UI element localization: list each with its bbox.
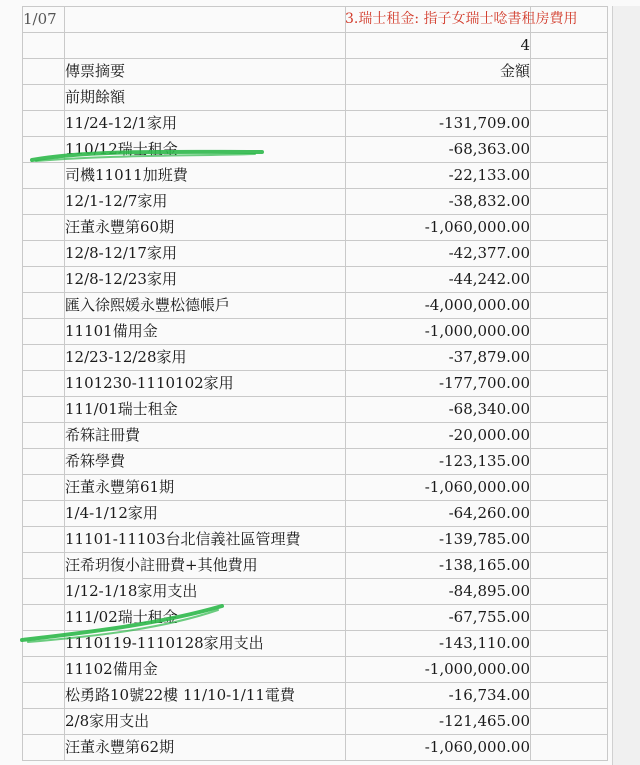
row-index-cell	[23, 449, 65, 475]
ledger-row	[23, 189, 608, 215]
row-index-cell	[23, 345, 65, 371]
row-amount: -84,895.00	[346, 579, 531, 605]
ledger-row	[23, 553, 608, 579]
row-index-cell	[23, 501, 65, 527]
row-amount: -68,340.00	[346, 397, 531, 423]
row-description: 12/8-12/17家用	[65, 241, 346, 267]
row-index-cell	[23, 241, 65, 267]
row-index-cell	[23, 189, 65, 215]
ledger-row	[23, 735, 608, 761]
row-index-cell	[23, 527, 65, 553]
header-row	[23, 59, 608, 85]
row-index-cell	[23, 709, 65, 735]
row-extra-cell	[531, 475, 608, 501]
row-extra-cell	[531, 137, 608, 163]
row-amount	[346, 85, 531, 111]
ledger-row	[23, 85, 608, 111]
row-description: 11102備用金	[65, 657, 346, 683]
row-index-cell	[23, 267, 65, 293]
row-amount: -1,060,000.00	[346, 735, 531, 761]
row-extra-cell	[531, 501, 608, 527]
row-extra-cell	[531, 189, 608, 215]
row-extra-cell	[531, 319, 608, 345]
row-description: 希箖學費	[65, 449, 346, 475]
row-amount: -22,133.00	[346, 163, 531, 189]
row-index-cell	[23, 163, 65, 189]
row-extra-cell	[531, 163, 608, 189]
row-extra-cell	[531, 267, 608, 293]
row-amount: -1,000,000.00	[346, 319, 531, 345]
row-amount: -44,242.00	[346, 267, 531, 293]
ledger-row	[23, 345, 608, 371]
row-description: 汪董永豐第60期	[65, 215, 346, 241]
row-description: 111/01瑞士租金	[65, 397, 346, 423]
row-extra-cell	[531, 527, 608, 553]
row-extra-cell	[531, 735, 608, 761]
row-extra-cell	[531, 553, 608, 579]
row-amount: -38,832.00	[346, 189, 531, 215]
row-description: 111/02瑞士租金	[65, 605, 346, 631]
row-description: 12/1-12/7家用	[65, 189, 346, 215]
row-index-cell	[23, 319, 65, 345]
row-amount: -16,734.00	[346, 683, 531, 709]
row-amount: -20,000.00	[346, 423, 531, 449]
row-description: 汪董永豐第62期	[65, 735, 346, 761]
row-description: 11101-11103台北信義社區管理費	[65, 527, 346, 553]
row-description: 前期餘額	[65, 85, 346, 111]
ledger-row	[23, 423, 608, 449]
row-description: 司機11011加班費	[65, 163, 346, 189]
ledger-row	[23, 215, 608, 241]
row-amount: -138,165.00	[346, 553, 531, 579]
row-amount: -177,700.00	[346, 371, 531, 397]
ledger-row	[23, 371, 608, 397]
row-description: 12/23-12/28家用	[65, 345, 346, 371]
row-extra-cell	[531, 423, 608, 449]
ledger-row	[23, 631, 608, 657]
row-amount: -139,785.00	[346, 527, 531, 553]
ledger-row	[23, 475, 608, 501]
row-index-cell	[23, 553, 65, 579]
row-amount: -143,110.00	[346, 631, 531, 657]
row-amount: -1,000,000.00	[346, 657, 531, 683]
ledger-row	[23, 241, 608, 267]
row-extra-cell	[531, 631, 608, 657]
ledger-row	[23, 709, 608, 735]
row-extra-cell	[531, 579, 608, 605]
row-description: 希箖註冊費	[65, 423, 346, 449]
row-description: 汪希玥復小註冊費+其他費用	[65, 553, 346, 579]
row-description: 110/12瑞士租金	[65, 137, 346, 163]
row-description: 松勇路10號22樓 11/10-1/11電費	[65, 683, 346, 709]
ledger-row	[23, 163, 608, 189]
row-extra-cell	[531, 85, 608, 111]
row-index-cell	[23, 85, 65, 111]
row-description: 匯入徐熙媛永豐松德帳戶	[65, 293, 346, 319]
ledger-row	[23, 267, 608, 293]
row-extra-cell	[531, 293, 608, 319]
row-extra-cell	[531, 683, 608, 709]
ledger-row	[23, 527, 608, 553]
right-gutter	[612, 6, 640, 765]
row-extra-cell	[531, 241, 608, 267]
title-blank	[65, 7, 346, 33]
row-description: 1101230-1110102家用	[65, 371, 346, 397]
row-amount: -68,363.00	[346, 137, 531, 163]
row-amount: -67,755.00	[346, 605, 531, 631]
row-index-cell	[23, 293, 65, 319]
row-index-cell	[23, 631, 65, 657]
row-amount: -4,000,000.00	[346, 293, 531, 319]
page-number: 4	[346, 33, 531, 59]
ledger-row	[23, 657, 608, 683]
ledger-row	[23, 137, 608, 163]
row-index-cell	[23, 137, 65, 163]
row-index-cell	[23, 111, 65, 137]
ledger-row	[23, 111, 608, 137]
header-amount: 金額	[346, 59, 531, 85]
ledger-row	[23, 319, 608, 345]
page-number-row	[23, 33, 608, 59]
corner-label: 1/07	[23, 7, 65, 33]
row-index-cell	[23, 735, 65, 761]
row-amount: -64,260.00	[346, 501, 531, 527]
row-extra-cell	[531, 397, 608, 423]
ledger-row	[23, 683, 608, 709]
row-amount: -37,879.00	[346, 345, 531, 371]
row-extra-cell	[531, 371, 608, 397]
ledger-row	[23, 501, 608, 527]
ledger-row	[23, 449, 608, 475]
row-extra-cell	[531, 709, 608, 735]
row-index-cell	[23, 397, 65, 423]
ledger-row	[23, 579, 608, 605]
row-amount: -121,465.00	[346, 709, 531, 735]
row-index-cell	[23, 215, 65, 241]
row-extra-cell	[531, 449, 608, 475]
row-index-cell	[23, 371, 65, 397]
row-amount: -1,060,000.00	[346, 475, 531, 501]
row-extra-cell	[531, 215, 608, 241]
row-description: 1/4-1/12家用	[65, 501, 346, 527]
row-extra-cell	[531, 605, 608, 631]
row-index-cell	[23, 579, 65, 605]
row-amount: -123,135.00	[346, 449, 531, 475]
ledger-row	[23, 397, 608, 423]
header-description: 傳票摘要	[65, 59, 346, 85]
row-index-cell	[23, 605, 65, 631]
row-index-cell	[23, 683, 65, 709]
row-extra-cell	[531, 111, 608, 137]
row-extra-cell	[531, 657, 608, 683]
row-description: 11/24-12/1家用	[65, 111, 346, 137]
row-index-cell	[23, 423, 65, 449]
row-extra-cell	[531, 345, 608, 371]
ledger-row	[23, 605, 608, 631]
row-description: 汪董永豐第61期	[65, 475, 346, 501]
ledger-table	[22, 6, 608, 761]
ledger-row	[23, 293, 608, 319]
row-index-cell	[23, 475, 65, 501]
row-description: 1110119-1110128家用支出	[65, 631, 346, 657]
row-description: 2/8家用支出	[65, 709, 346, 735]
note-text: 3.瑞士租金: 指子女瑞士唸書租房費用	[345, 11, 578, 27]
row-description: 1/12-1/18家用支出	[65, 579, 346, 605]
row-index-cell	[23, 657, 65, 683]
row-description: 12/8-12/23家用	[65, 267, 346, 293]
row-amount: -42,377.00	[346, 241, 531, 267]
row-amount: -1,060,000.00	[346, 215, 531, 241]
row-description: 11101備用金	[65, 319, 346, 345]
row-amount: -131,709.00	[346, 111, 531, 137]
